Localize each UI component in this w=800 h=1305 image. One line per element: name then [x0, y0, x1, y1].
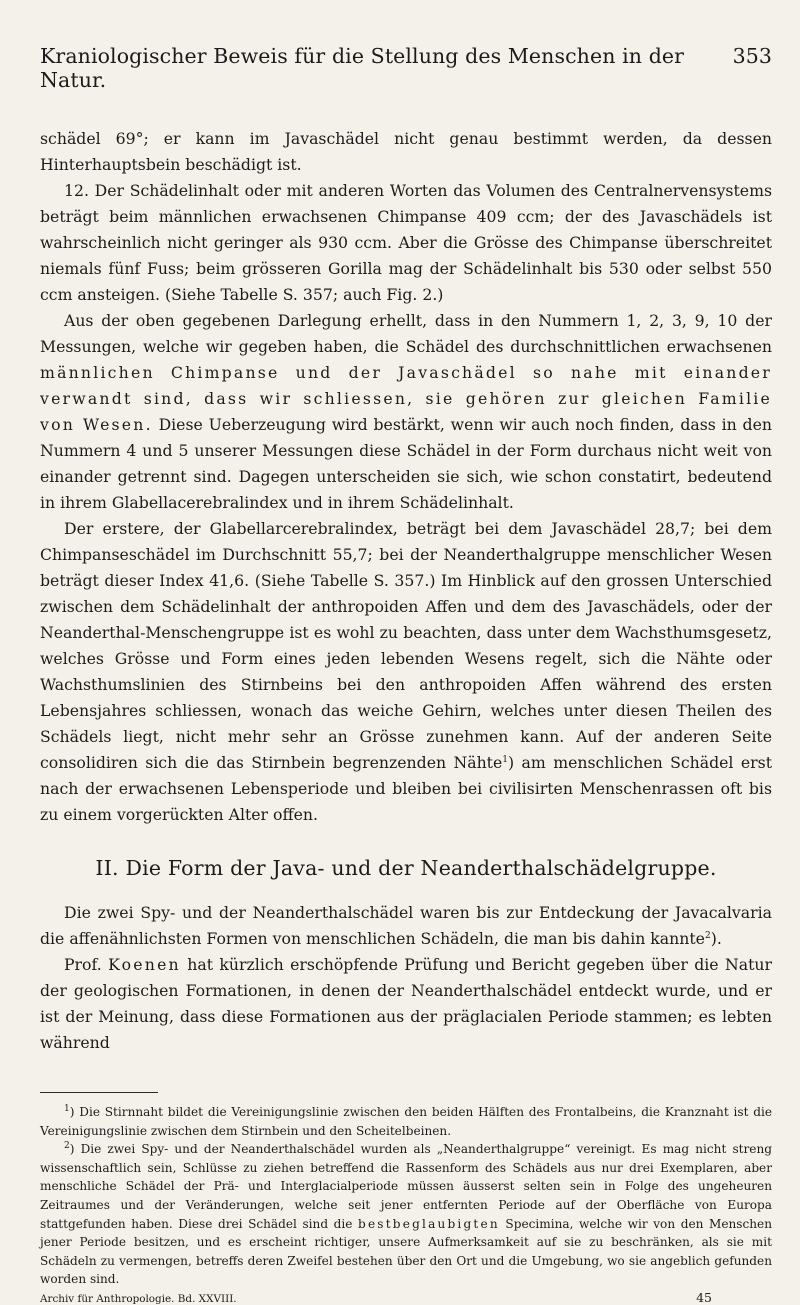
paragraph: [40, 178, 772, 308]
paragraph: [40, 308, 772, 516]
footnote-ref: 2: [704, 930, 711, 941]
page-number: 353: [732, 44, 772, 68]
spaced-text: bestbeglaubigten: [358, 1216, 500, 1231]
paragraph-text: 12. Der Schädelinhalt oder mit anderen Worten das Volumen des Centralnervensystems beträgt beim männlichen erwachsenen Chimpanse 409 ccm; der des Javaschädels ist wahrscheinlich nicht geringer als 930 ccm. Aber die Grösse des Chimpanse überschreitet niemals fünf Fuss; beim grösseren Gorilla mag der Schädelinhalt bis 530 oder selbst 550 ccm ansteigen. (Siehe Tabelle S. 357; auch Fig. 2.): [40, 181, 772, 304]
section-number: II.: [95, 856, 119, 880]
paragraph-text: Prof.: [64, 955, 109, 974]
footnotes: [40, 1103, 772, 1289]
paragraph: [40, 126, 772, 178]
paragraph: [40, 952, 772, 1056]
paragraph: [40, 900, 772, 952]
paragraph-text: Aus der oben gegebenen Darlegung erhellt, dass in den Nummern 1, 2, 3, 9, 10 der Messungen, welche wir gegeben haben, die Schädel des durchschnittlichen erwachsenen: [40, 311, 772, 356]
footnote-ref: 1: [502, 754, 509, 765]
journal-line: Archiv für Anthropologie. Bd. XXVIII.: [40, 1292, 237, 1305]
paragraph-text: schädel 69°; er kann im Javaschädel nicht genau bestimmt werden, da dessen Hinterhauptsbein beschädigt ist.: [40, 129, 772, 174]
footnote-text: ) Die zwei Spy- und der Neanderthalschädel wurden als „Neanderthalgruppe“ vereinigt. Es mag nicht streng wissenschaftlich sein, Schlüsse zu ziehen betreffend die Rassenform des Schädels aus nur drei Exemplaren, aber menschliche Schädel der Prä- und Interglacialperiode müssen äusserst selten sein in Folge des ungeheuren Zeitraumes und der Veränderungen, welche seit jener entfernten Periode auf der Oberfläche von Europa stattgefunden haben. Diese drei Schädel sind die: [40, 1142, 772, 1231]
paragraph: [40, 516, 772, 828]
spaced-text: Koenen: [108, 955, 181, 974]
page-footer: [40, 1290, 772, 1305]
spaced-text: männlichen Chimpanse und der Javaschädel so nahe mit einander verwandt sind, dass wir schliessen, sie gehören zur gleichen Familie von Wesen.: [40, 363, 772, 434]
signature-mark: 45: [696, 1289, 712, 1305]
footnote: [40, 1103, 772, 1140]
paragraph-text: ) am menschlichen Schädel erst nach der erwachsenen Lebensperiode und bleiben bei civilisirten Menschenrassen oft bis zu einem vorgerückten Alter offen.: [40, 753, 773, 824]
paragraph-text: Der erstere, der Glabellarcerebralindex, beträgt bei dem Javaschädel 28,7; bei dem Chimpanseschädel im Durchschnitt 55,7; bei der Neanderthalgruppe menschlicher Wesen beträgt dieser Index 41,6. (Siehe Tabelle S. 357.) Im Hinblick auf den grossen Unterschied zwischen dem Schädelinhalt der anthropoiden Affen und dem des Javaschädels, oder der Neanderthal-Menschengruppe ist es wohl zu beachten, dass unter dem Wachsthumsgesetz, welches Grösse und Form eines jeden lebenden Wesens regelt, sich die Nähte oder Wachsthumslinien des Stirnbeins bei den anthropoiden Affen während des ersten Lebensjahres schliessen, wonach das weiche Gehirn, welches unter diesen Theilen des Schädels liegt, nicht mehr sehr an Grösse zunehmen kann. Auf der anderen Seite consolidiren sich die das Stirnbein begrenzenden Nähte: [40, 519, 772, 772]
header-title: Kraniologischer Beweis für die Stellung des Menschen in der Natur.: [40, 44, 685, 92]
section-heading: [40, 856, 772, 880]
footnote: [40, 1140, 772, 1289]
paragraph-text: hat kürzlich erschöpfende Prüfung und Bericht gegeben über die Natur der geologischen Formationen, in denen der Neanderthalschädel entdeckt wurde, und er ist der Meinung, dass diese Formationen aus der präglacialen Periode stammen; es lebten während: [40, 955, 772, 1052]
paragraph-text: Die zwei Spy- und der Neanderthalschädel waren bis zur Entdeckung der Javacalvaria die affenähnlichsten Formen von menschlichen Schädeln, die man bis dahin kannte: [40, 903, 772, 948]
footnote-ref: 1: [64, 1103, 70, 1114]
footnote-text: Specimina, welche wir von den Menschen jener Periode besitzen, und es erscheint richtiger, unsere Aufmerksamkeit auf sie zu beschränken, als sie mit Schädeln zu vermengen, betreffs deren Zweifel bestehen über den Ort und die Umgebung, wo sie angeblich gefunden worden sind.: [40, 1216, 772, 1287]
section-title: Die Form der Java- und der Neanderthalschädelgruppe.: [125, 856, 717, 880]
body-text: [40, 126, 772, 828]
footnote-text: ) Die Stirnnaht bildet die Vereinigungslinie zwischen den beiden Hälften des Frontalbeins, die Kranznaht ist die Vereinigungslinie zwischen dem Stirnbein und den Scheitelbeinen.: [40, 1105, 772, 1138]
footnote-rule: [40, 1092, 158, 1093]
body-text-section-2: [40, 900, 772, 1056]
paragraph-text: Diese Ueberzeugung wird bestärkt, wenn wir auch noch finden, dass in den Nummern 4 und 5 unserer Messungen diese Schädel in der Form durchaus nicht weit von einander getrennt sind. Dagegen unterscheiden sie sich, wie schon constatirt, bedeutend in ihrem Glabellacerebralindex und in ihrem Schädelinhalt.: [40, 415, 772, 512]
running-head: [40, 44, 772, 92]
footnote-ref: 2: [64, 1141, 70, 1152]
paragraph-text: ).: [710, 929, 722, 948]
